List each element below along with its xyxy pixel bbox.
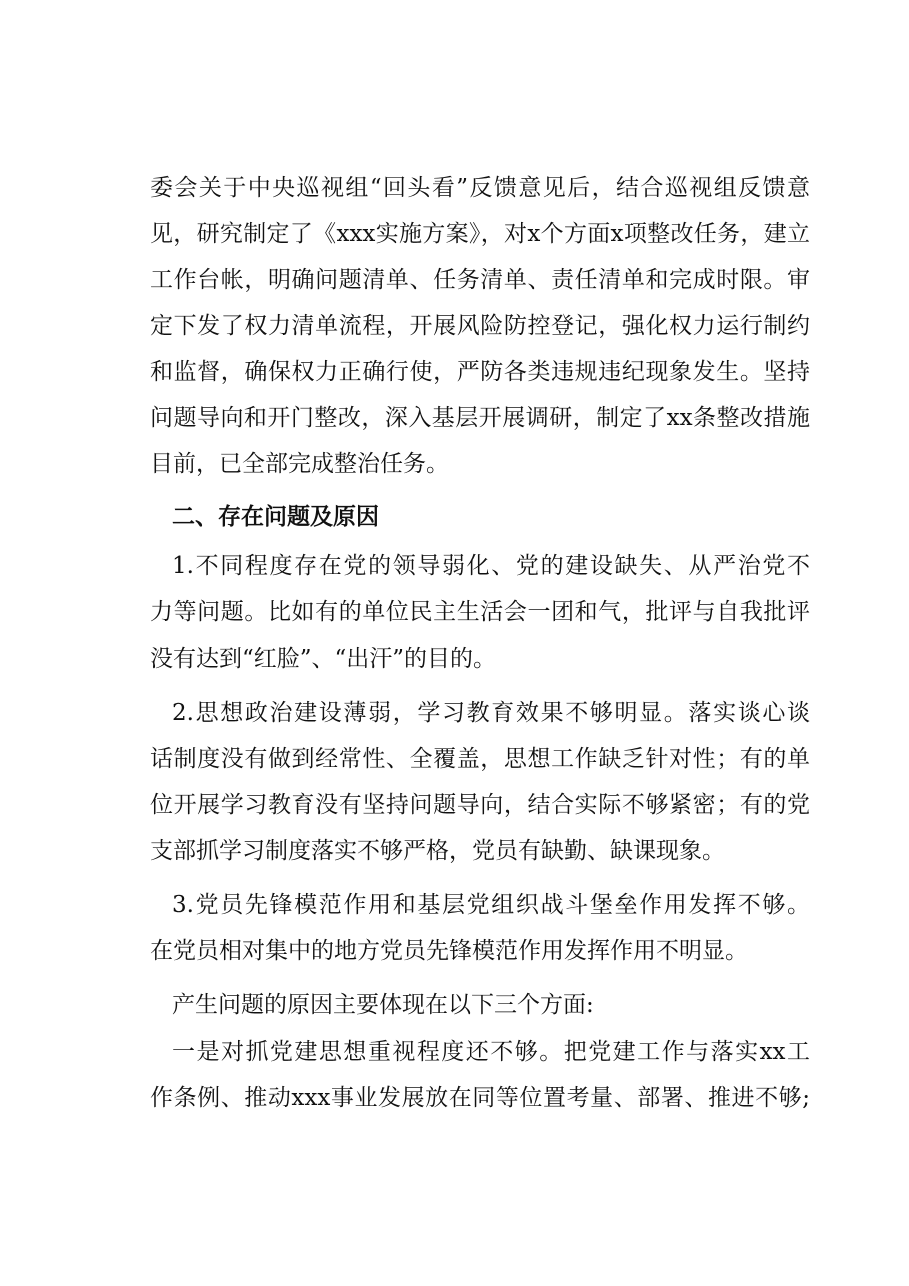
- paragraph-line: 2.思想政治建设薄弱，学习教育效果不够明显。落实谈心谈: [172, 700, 810, 726]
- paragraph-line: 和监督，确保权力正确行使，严防各类违规违纪现象发生。坚持: [150, 359, 810, 385]
- paragraph-line: 问题导向和开门整改，深入基层开展调研，制定了xx条整改措施: [150, 405, 810, 431]
- paragraph-line: 目前，已全部完成整治任务。: [150, 451, 449, 477]
- paragraph-line: 定下发了权力清单流程，开展风险防控登记，强化权力运行制约: [150, 313, 810, 339]
- paragraph-line: 作条例、推动xxx事业发展放在同等位置考量、部署、推进不够;: [150, 1085, 810, 1111]
- paragraph-line: 在党员相对集中的地方党员先锋模范作用发挥作用不明显。: [150, 938, 748, 964]
- paragraph-line: 一是对抓党建思想重视程度还不够。把党建工作与落实xx工: [172, 1039, 810, 1065]
- paragraph-line: 工作台帐，明确问题清单、任务清单、责任清单和完成时限。审: [150, 267, 810, 293]
- paragraph-line: 没有达到“红脸”、“出汗”的目的。: [150, 646, 497, 672]
- paragraph-line: 力等问题。比如有的单位民主生活会一团和气，批评与自我批评: [150, 599, 810, 625]
- paragraph-line: 见，研究制定了《xxx实施方案》，对x个方面x项整改任务，建立: [150, 221, 810, 247]
- paragraph-line: 支部抓学习制度落实不够严格，党员有缺勤、缺课现象。: [150, 838, 725, 864]
- paragraph-line: 1.不同程度存在党的领导弱化、党的建设缺失、从严治党不: [172, 553, 810, 579]
- paragraph-line: 话制度没有做到经常性、全覆盖，思想工作缺乏针对性；有的单: [150, 746, 810, 772]
- paragraph-line: 委会关于中央巡视组“回头看”反馈意见后，结合巡视组反馈意: [150, 175, 810, 201]
- paragraph-line: 位开展学习教育没有坚持问题导向，结合实际不够紧密；有的党: [150, 792, 810, 818]
- section-heading: 二、存在问题及原因: [172, 503, 379, 530]
- paragraph-line: 产生问题的原因主要体现在以下三个方面:: [172, 992, 594, 1018]
- paragraph-line: 3.党员先锋模范作用和基层党组织战斗堡垒作用发挥不够。: [172, 892, 810, 918]
